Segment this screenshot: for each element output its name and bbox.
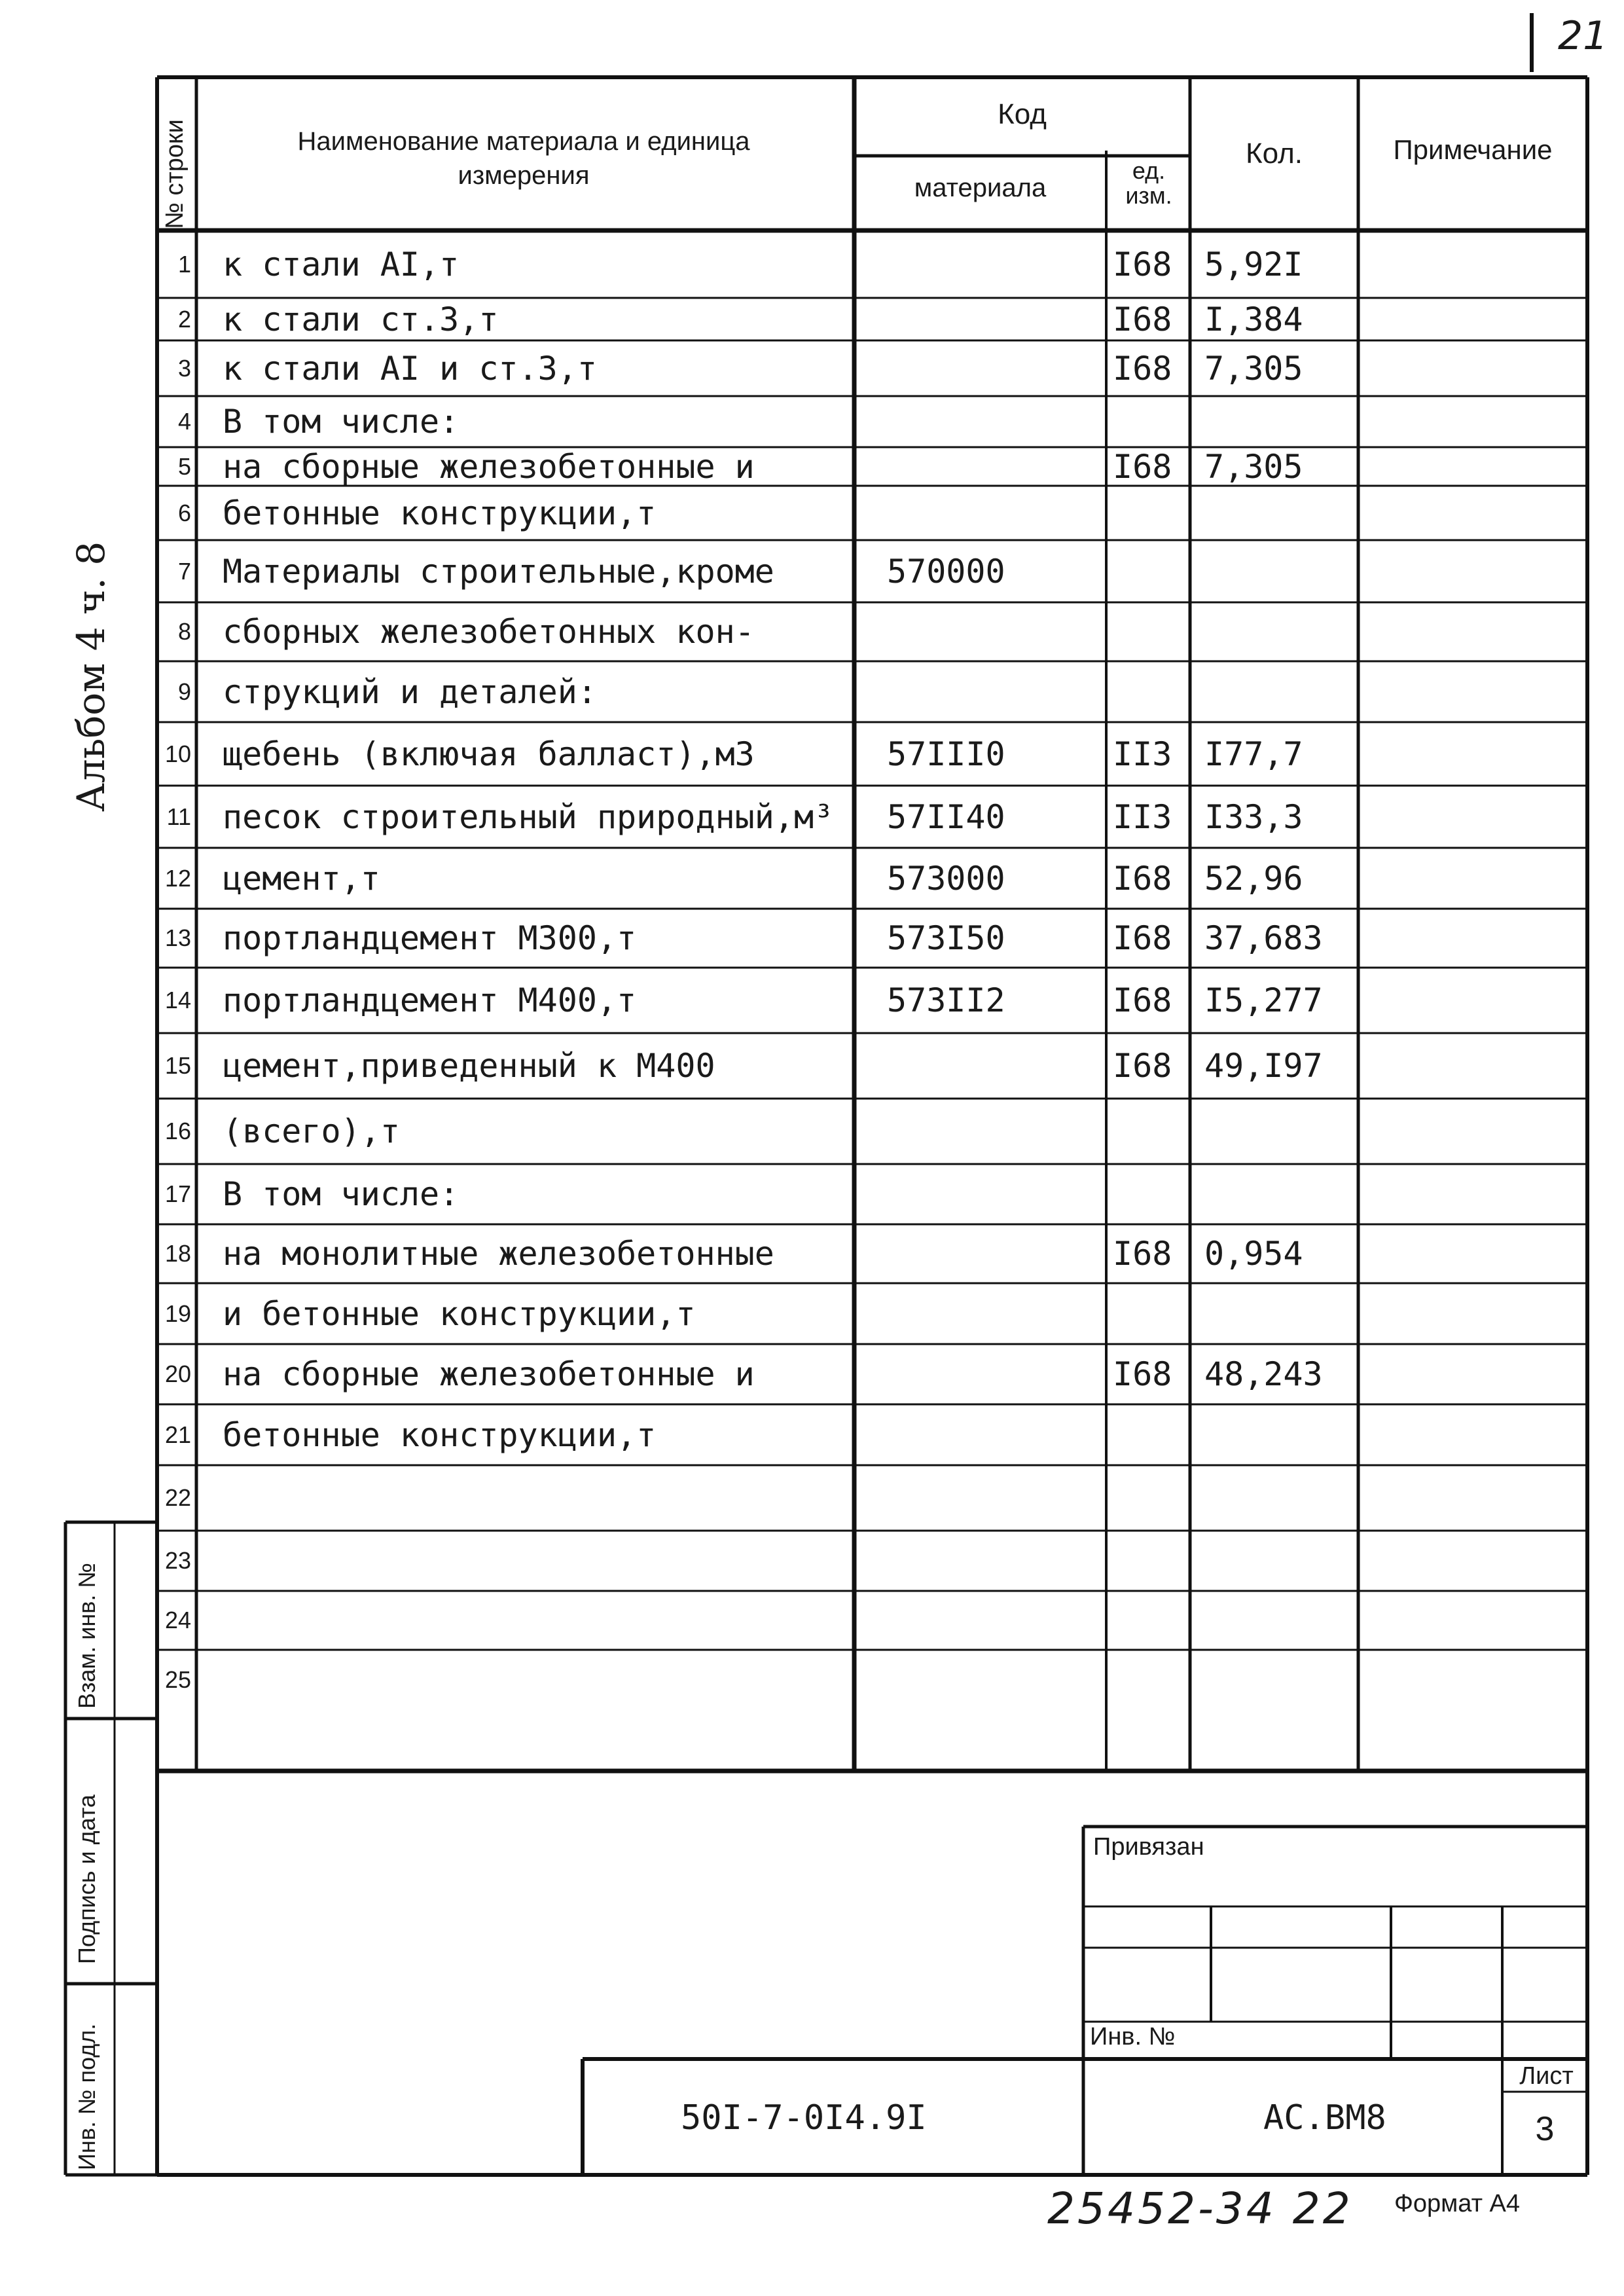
table-row (0, 1650, 1624, 1710)
unit-code: I68 (1113, 349, 1172, 388)
row-number: 6 (177, 499, 191, 526)
material-name: на сборные железобетонные и (223, 447, 755, 486)
album-label: Альбом 4 ч. 8 (69, 541, 113, 812)
unit-code: I68 (1113, 1047, 1172, 1085)
material-code: 57II40 (887, 797, 1005, 836)
title-block-privyazan: Привязан (1093, 1833, 1204, 1861)
material-code (887, 661, 1096, 722)
table-row (0, 447, 1624, 486)
row-number: 1 (177, 250, 191, 278)
table-row (0, 1164, 1624, 1224)
material-code (887, 1164, 1096, 1224)
quantity-value: 0,954 (1204, 1235, 1303, 1273)
quantity-value: 7,305 (1204, 349, 1303, 388)
table-row (0, 540, 1624, 602)
table-row (0, 340, 1624, 396)
unit-code: I68 (1113, 1355, 1172, 1393)
material-name: щебень (включая балласт),м3 (223, 735, 755, 773)
unit-code: II3 (1113, 797, 1172, 836)
unit-code (1113, 1283, 1190, 1344)
quantity-value (1204, 1465, 1355, 1531)
unit-code: I68 (1113, 981, 1172, 1019)
row-number: 22 (164, 1484, 191, 1511)
material-name: к стали АI и ст.3,т (223, 349, 597, 388)
document-mark: АС.ВМ8 (1263, 2098, 1386, 2138)
table-row (0, 1283, 1624, 1344)
row-number: 20 (164, 1360, 191, 1387)
unit-code: I68 (1113, 447, 1172, 486)
unit-code (1113, 486, 1190, 540)
header-code-material: материала (914, 173, 1047, 202)
table-row (0, 1404, 1624, 1465)
unit-code: I68 (1113, 245, 1172, 283)
material-name: сборных железобетонных кон- (223, 613, 755, 651)
row-number: 2 (177, 305, 191, 333)
quantity-value (1204, 1164, 1355, 1224)
header-code-unit: ед. изм. (1125, 157, 1172, 209)
quantity-value (1204, 661, 1355, 722)
row-number: 3 (177, 354, 191, 382)
quantity-value: I5,277 (1204, 981, 1323, 1019)
unit-code (1113, 1099, 1190, 1164)
quantity-value (1204, 1650, 1355, 1710)
handwritten-order-number: 25452-34 22 (1047, 2183, 1353, 2234)
row-number: 14 (164, 987, 191, 1013)
table-row (0, 486, 1624, 540)
material-code: 573I50 (887, 919, 1005, 957)
table-row (0, 1531, 1624, 1591)
quantity-value: 49,I97 (1204, 1047, 1323, 1085)
table-row (0, 1033, 1624, 1099)
unit-code (1113, 661, 1190, 722)
material-name: Материалы строительные,кроме (223, 552, 774, 591)
row-number: 13 (164, 924, 191, 951)
material-name: В том числе: (223, 1175, 460, 1213)
row-number: 9 (177, 678, 191, 705)
material-name (223, 1650, 851, 1710)
quantity-value: I,384 (1204, 300, 1303, 338)
sheet-label: Лист (1519, 2062, 1574, 2090)
table-row (0, 909, 1624, 968)
row-number: 24 (164, 1607, 191, 1633)
material-name: бетонные конструкции,т (223, 1415, 657, 1454)
row-number: 12 (164, 864, 191, 892)
material-code: 570000 (887, 552, 1005, 591)
quantity-value (1204, 602, 1355, 661)
handwritten-page-number: 21 (1558, 13, 1608, 59)
unit-code (1113, 1465, 1190, 1531)
table-row (0, 968, 1624, 1033)
quantity-value: I33,3 (1204, 797, 1303, 836)
header-quantity: Кол. (1245, 137, 1303, 170)
row-number: 23 (164, 1547, 191, 1574)
quantity-value: 48,243 (1204, 1355, 1323, 1393)
row-number: 18 (164, 1240, 191, 1267)
material-name: цемент,приведенный к М400 (223, 1047, 715, 1085)
unit-code: I68 (1113, 1235, 1172, 1273)
unit-code: II3 (1113, 735, 1172, 773)
material-code (887, 340, 1096, 396)
material-code (887, 1591, 1096, 1650)
row-number: 4 (177, 408, 191, 435)
table-row (0, 1591, 1624, 1650)
material-code (887, 1404, 1096, 1465)
table-row (0, 1099, 1624, 1164)
unit-code: I68 (1113, 859, 1172, 898)
quantity-value (1204, 486, 1355, 540)
quantity-value (1204, 540, 1355, 602)
material-code (887, 486, 1096, 540)
material-name: к стали АI,т (223, 245, 460, 283)
material-name: портландцемент М400,т (223, 981, 637, 1019)
quantity-value: 7,305 (1204, 447, 1303, 486)
material-name (223, 1591, 851, 1650)
quantity-value (1204, 396, 1355, 447)
material-name: струкций и деталей: (223, 672, 597, 711)
material-name (223, 1465, 851, 1531)
material-code (887, 230, 1096, 298)
row-number: 17 (164, 1180, 191, 1207)
row-number: 8 (177, 618, 191, 645)
stamp-signature-date: Подпись и дата (73, 1795, 100, 1964)
header-row-number: № строки (161, 119, 189, 229)
unit-code (1113, 540, 1190, 602)
material-name: (всего),т (223, 1112, 400, 1150)
material-code (887, 1033, 1096, 1099)
row-number: 5 (177, 452, 191, 480)
header-note: Примечание (1393, 134, 1553, 165)
material-name: и бетонные конструкции,т (223, 1294, 696, 1333)
quantity-value: 37,683 (1204, 919, 1323, 957)
quantity-value: 5,92I (1204, 245, 1303, 283)
quantity-value (1204, 1404, 1355, 1465)
material-name: на монолитные железобетонные (223, 1235, 774, 1273)
material-name: на сборные железобетонные и (223, 1355, 755, 1393)
row-number: 25 (164, 1666, 191, 1693)
stamp-replacement-inventory: Взам. инв. № (73, 1562, 100, 1709)
header-material-name: Наименование материала и единица измерения (297, 127, 750, 190)
quantity-value: 52,96 (1204, 859, 1303, 898)
unit-code: I68 (1113, 919, 1172, 957)
table-row (0, 396, 1624, 447)
table-row (0, 298, 1624, 340)
row-number: 7 (177, 557, 191, 585)
row-number: 10 (164, 740, 191, 767)
material-code (887, 1224, 1096, 1283)
material-name: цемент,т (223, 859, 380, 898)
material-code: 573000 (887, 859, 1005, 898)
row-number: 11 (166, 803, 191, 830)
unit-code (1113, 602, 1190, 661)
table-row (0, 786, 1624, 848)
material-code (887, 1650, 1096, 1710)
table-row (0, 230, 1624, 298)
row-number: 15 (164, 1052, 191, 1079)
quantity-value (1204, 1531, 1355, 1591)
material-code (887, 298, 1096, 340)
sheet-number: 3 (1535, 2110, 1555, 2148)
table-row (0, 1344, 1624, 1404)
table-row (0, 602, 1624, 661)
table-row (0, 661, 1624, 722)
unit-code (1113, 1591, 1190, 1650)
material-code: 573II2 (887, 981, 1005, 1019)
material-code: 57III0 (887, 735, 1005, 773)
table-row (0, 722, 1624, 786)
quantity-value (1204, 1283, 1355, 1344)
stamp-original-inventory: Инв. № подл. (73, 2023, 100, 2170)
material-name: к стали ст.3,т (223, 300, 499, 338)
quantity-value (1204, 1591, 1355, 1650)
material-code (887, 1283, 1096, 1344)
table-row (0, 1224, 1624, 1283)
material-code (887, 396, 1096, 447)
paper-format: Формат А4 (1394, 2190, 1521, 2217)
header-code: Код (998, 98, 1047, 130)
row-number: 19 (164, 1300, 191, 1327)
document-code: 50I-7-0I4.9I (681, 2098, 927, 2138)
unit-code (1113, 396, 1190, 447)
material-name: В том числе: (223, 403, 460, 441)
material-code (887, 602, 1096, 661)
material-name: бетонные конструкции,т (223, 494, 657, 532)
quantity-value (1204, 1099, 1355, 1164)
unit-code (1113, 1164, 1190, 1224)
unit-code (1113, 1404, 1190, 1465)
row-number: 21 (164, 1421, 191, 1448)
material-code (887, 1531, 1096, 1591)
material-code (887, 1344, 1096, 1404)
material-code (887, 447, 1096, 486)
table-row (0, 848, 1624, 909)
unit-code (1113, 1650, 1190, 1710)
unit-code (1113, 1531, 1190, 1591)
material-code (887, 1465, 1096, 1531)
title-block-inventory-number: Инв. № (1090, 2023, 1176, 2050)
material-name: песок строительный природный,м³ (223, 797, 834, 836)
quantity-value: I77,7 (1204, 735, 1303, 773)
table-row (0, 1465, 1624, 1531)
material-name (223, 1531, 851, 1591)
unit-code: I68 (1113, 300, 1172, 338)
row-number: 16 (164, 1118, 191, 1144)
material-code (887, 1099, 1096, 1164)
material-name: портландцемент М300,т (223, 919, 637, 957)
